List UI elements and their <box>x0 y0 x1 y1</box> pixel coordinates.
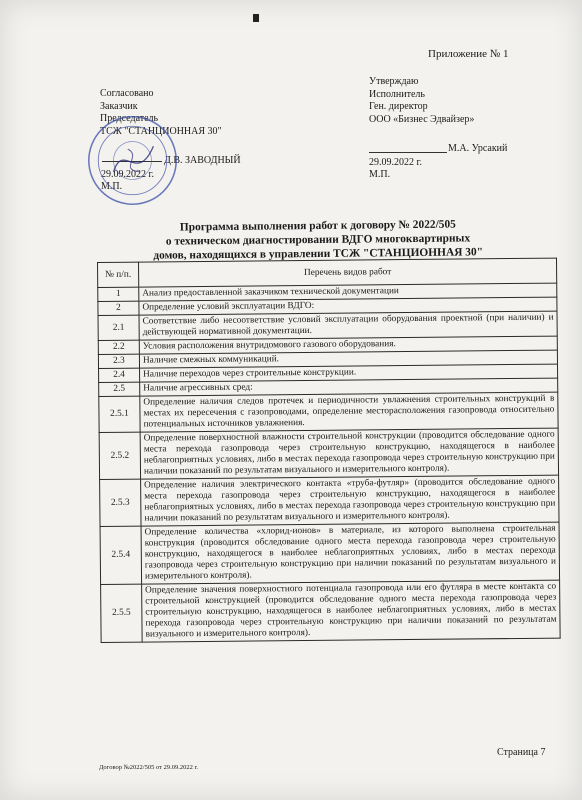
approval-right-line: Ген. директор <box>369 101 428 112</box>
title-line: Программа выполнения работ к договору № 2022/505 <box>179 218 456 234</box>
row-text: Определение условий эксплуатации ВДГО: <box>139 297 557 315</box>
footer-contract: Договор №2022/505 от 29.09.2022 г. <box>99 764 199 771</box>
right-mp: М.П. <box>369 169 391 180</box>
row-text: Соответствие либо несоответствие условий эксплуатации оборудования проектной (при наличии) и действующей нормативной документации. <box>139 311 557 340</box>
row-text: Определение наличия электрического контакта «труба-футляр» (проводится обследование одного места перехода газопровода через строительную конструкцию, находящегося в наиболее неблагоприятных условиях, либо в местах перехода газопровода через строительную конструкцию при наличии показаний по результатам визуального и измерительного контроля). <box>141 475 559 526</box>
table-row <box>99 392 558 432</box>
approval-right-line: ООО «Бизнес Эдвайзер» <box>369 113 475 125</box>
row-text: Анализ предоставленной заказчиком технической документации <box>139 283 557 301</box>
approval-right-line: Исполнитель <box>369 88 425 100</box>
works-table <box>97 258 561 643</box>
row-text: Определение количества «хлорид-ионов» в материале, из которого выполнена строительная конструкция (проводится обследование одного места перехода газопровода через строительную конструкцию, находящегося в наиболее неблагоприятных условиях, либо в местах перехода газопровода через строительную конструкцию при наличии показаний по результатам визуального и измерительного контроля). <box>141 522 560 584</box>
document-title <box>118 217 518 263</box>
row-text: Условия расположения внутридомового газового оборудования. <box>139 336 557 354</box>
header-num: № п/п. <box>98 262 139 287</box>
approval-left-line: Председатель <box>100 113 159 124</box>
page-number: Страница 7 <box>497 747 546 758</box>
signature-line <box>369 152 447 153</box>
table-row <box>100 522 560 584</box>
table-row <box>99 428 558 479</box>
row-num: 1 <box>98 287 139 301</box>
punch-mark <box>253 14 259 22</box>
left-date: 29.09.2022 г. <box>101 169 154 180</box>
row-num: 2.5 <box>99 382 140 396</box>
row-text: Определение поверхностной влажности строительной конструкции (проводится обследование одного места перехода газопровода через строительную конструкцию, находящегося в наиболее неблагоприятных условиях, либо в местах перехода газопровода через строительную конструкцию при наличии показаний по результатам визуального и измерительного контроля). <box>140 428 558 479</box>
title-line: домов, находящихся в управлении ТСЖ "СТАНЦИОННАЯ 30" <box>153 246 484 262</box>
left-signer-name: Д.В. ЗАВОДНЫЙ <box>164 155 241 166</box>
left-mp: М.П. <box>101 181 123 192</box>
row-text: Наличие смежных коммуникаций. <box>139 350 557 368</box>
header-text: Перечень видов работ <box>139 258 557 287</box>
row-text: Наличие агрессивных сред: <box>140 378 558 396</box>
row-num: 2.5.5 <box>101 584 143 642</box>
row-num: 2.1 <box>98 315 139 340</box>
right-signer-name: М.А. Урсакий <box>448 143 508 154</box>
table-row <box>100 475 559 526</box>
right-date: 29.09.2022 г. <box>369 157 422 168</box>
approval-right-line: Утверждаю <box>369 76 419 87</box>
approval-left-line: Заказчик <box>100 100 138 112</box>
row-num: 2.2 <box>98 340 139 354</box>
approval-left-line: ТСЖ "СТАНЦИОННАЯ 30" <box>100 125 222 137</box>
appendix-label: Приложение № 1 <box>428 48 509 60</box>
title-line: о техническом диагностировании ВДГО многоквартирных <box>165 232 471 248</box>
row-num: 2.4 <box>99 368 140 382</box>
row-text: Определение наличия следов протечек и периодичности увлажнения строительных конструкций в местах их пересечения с газопроводами, определение месторасположения газопровода относительно потенциальных источников увлажнения. <box>140 392 558 432</box>
row-text: Наличие переходов через строительные конструкции. <box>140 364 558 382</box>
row-text: Определение значения поверхностного потенциала газопровода или его футляра в месте контакта со строительной конструкцией (проводится обследование одного места перехода газопровода через строительную конструкцию, находящегося в наиболее неблагоприятных условиях, либо в местах перехода газопровода через строительную конструкцию при наличии показаний по результатам визуального и измерительного контроля). <box>142 580 561 642</box>
row-num: 2.5.4 <box>100 526 142 584</box>
table-row <box>101 580 561 642</box>
row-num: 2.5.2 <box>99 432 140 479</box>
row-num: 2.3 <box>98 354 139 368</box>
row-num: 2.5.1 <box>99 396 140 432</box>
organization-seal <box>85 113 180 208</box>
approval-right-block <box>369 76 474 126</box>
row-num: 2 <box>98 301 139 315</box>
row-num: 2.5.3 <box>100 479 141 526</box>
approval-left-line: Согласовано <box>100 88 154 99</box>
